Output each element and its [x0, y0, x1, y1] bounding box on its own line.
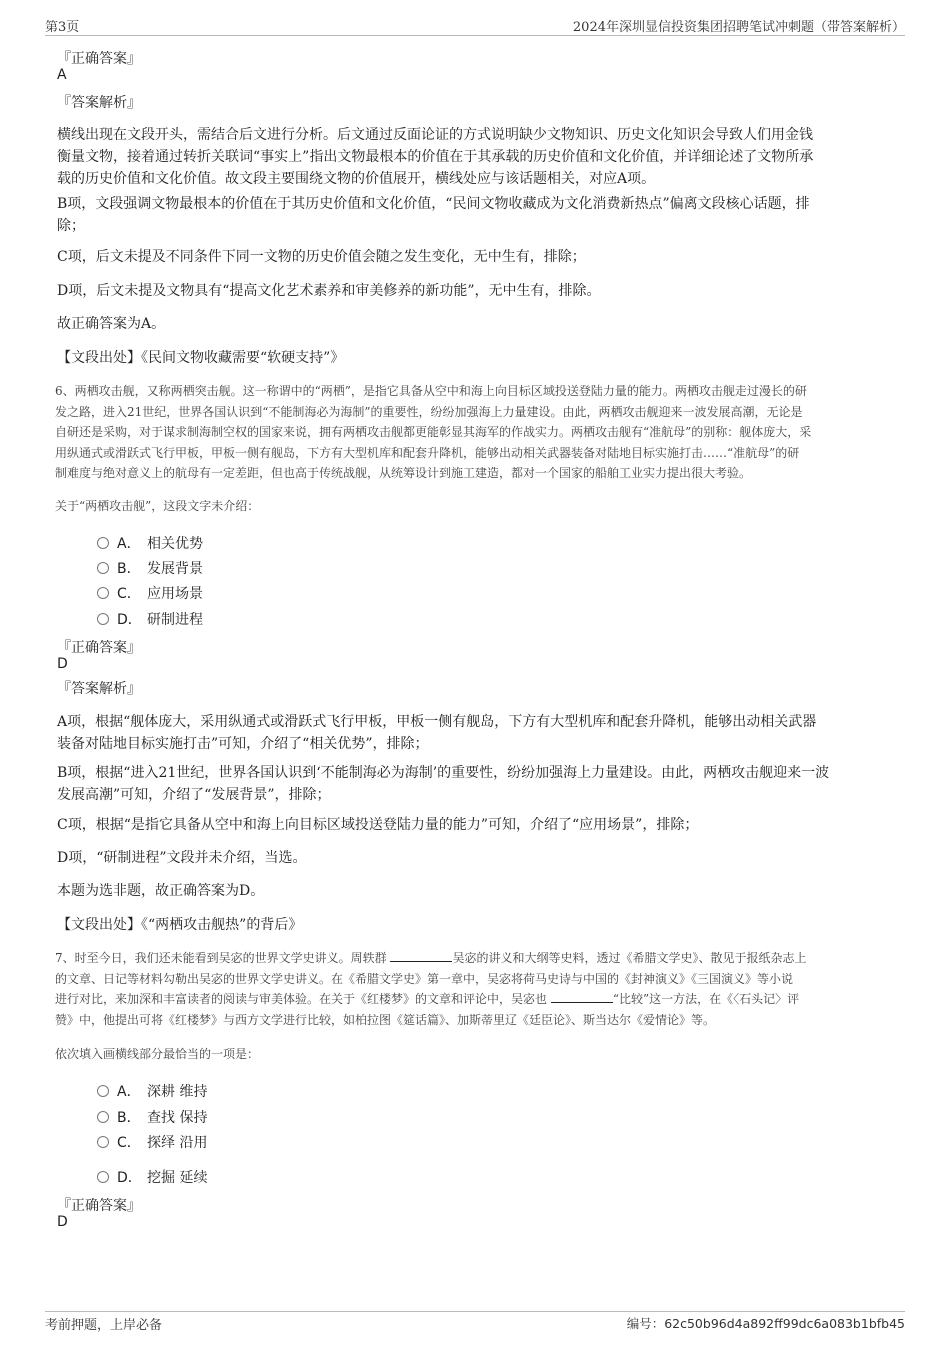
fill-blank-2	[551, 990, 613, 1003]
analysis-option-d: D项，后文未提及文物具有“提高文化艺术素养和审美修养的新功能”，无中生有，排除。	[57, 283, 601, 299]
option-c[interactable]: C． 探绎 沿用	[97, 1132, 207, 1152]
answer-value: D	[57, 656, 68, 672]
footer-rule	[45, 1311, 905, 1312]
analysis-conclusion: 故正确答案为A。	[57, 316, 166, 332]
question-6-passage: 6、两栖攻击舰，又称两栖突击舰。这一称谓中的“两栖”，是指它具备从空中和海上向目标区域投送登陆力量的能力。两栖攻击舰走过漫长的研 发之路，进入21世纪，世界各国认识到“不能制海必为海制”的重要性，纷纷加强海上力量建设。由此，两栖攻击舰迎来一波发展高潮，无论是 自研还是采购，对于谋求制海制空权的国家来说，拥有两栖攻击舰都更能彰显其海军的作战实力。两栖攻击舰有“准航母”的别称：舰体庞大，采 用纵通式或滑跃式飞行甲板，甲板一侧有舰岛，下方有大型机库和配套升降机，能够出动相关武器装备对陆地目标实施打击……“准航母”的研 制难度与绝对意义上的航母有一定差距，但也高于传统战舰，从统筹设计到施工建造，都对一个国家的船舶工业实力提出很大考验。	[55, 384, 812, 480]
answer-value: A	[57, 67, 67, 83]
analysis-conclusion: 本题为选非题，故正确答案为D。	[57, 883, 265, 899]
page-number: 第3页	[45, 20, 80, 35]
analysis-option-c: C项，后文未提及不同条件下同一文物的历史价值会随之发生变化，无中生有，排除；	[57, 249, 586, 265]
answer-value: D	[57, 1214, 68, 1230]
analysis-option-a: A项，根据“舰体庞大，采用纵通式或滑跃式飞行甲板，甲板一侧有舰岛，下方有大型机库和配套升降机，能够出动相关武器 装备对陆地目标实施打击”可知，介绍了“相关优势”，排除；	[57, 714, 817, 752]
option-b[interactable]: B． 查找 保持	[97, 1107, 207, 1127]
answer-label: 『正确答案』	[57, 51, 141, 67]
analysis-option-d: D项，“研制进程”文段并未介绍，当选。	[57, 850, 307, 866]
analysis-label: 『答案解析』	[57, 95, 141, 111]
footer-slogan: 考前押题，上岸必备	[45, 1318, 163, 1333]
answer-label: 『正确答案』	[57, 640, 141, 656]
option-d[interactable]: D． 研制进程	[97, 609, 203, 629]
radio-icon[interactable]	[97, 1085, 109, 1097]
passage-source: 【文段出处】《“两栖攻击舰热”的背后》	[57, 917, 303, 933]
option-d[interactable]: D． 挖掘 延续	[97, 1167, 207, 1187]
footer-serial: 编号：62c50b96d4a892ff99dc6a083b1bfb45	[626, 1316, 905, 1331]
question-7-prompt: 依次填入画横线部分最恰当的一项是：	[55, 1047, 260, 1061]
analysis-label: 『答案解析』	[57, 681, 141, 697]
passage-source: 【文段出处】《民间文物收藏需要“软硬支持”》	[57, 350, 345, 366]
option-a[interactable]: A． 相关优势	[97, 533, 203, 553]
radio-icon[interactable]	[97, 1111, 109, 1123]
header-rule	[45, 35, 905, 36]
analysis-paragraph: 横线出现在文段开头，需结合后文进行分析。后文通过反面论证的方式说明缺少文物知识、历史文化知识会导致人们用金钱 衡量文物，接着通过转折关联词“事实上”指出文物最根本的价值在于其承载的历史价值和文化价值，并详细论述了文物所承 载的历史价值和文化价值。故文段主要围绕文物的价值展开，横线处应与该话题相关，对应A项。	[57, 127, 814, 187]
radio-icon[interactable]	[97, 1136, 109, 1148]
fill-blank-1	[390, 949, 452, 962]
answer-label: 『正确答案』	[57, 1198, 141, 1214]
document-title: 2024年深圳显信投资集团招聘笔试冲刺题（带答案解析）	[572, 20, 905, 35]
radio-icon[interactable]	[97, 587, 109, 599]
radio-icon[interactable]	[97, 562, 109, 574]
radio-icon[interactable]	[97, 1171, 109, 1183]
option-a[interactable]: A． 深耕 维持	[97, 1081, 207, 1101]
question-6-prompt: 关于“两栖攻击舰”，这段文字未介绍：	[55, 499, 260, 513]
option-b[interactable]: B． 发展背景	[97, 558, 203, 578]
option-c[interactable]: C． 应用场景	[97, 583, 203, 603]
analysis-option-b: B项，根据“进入21世纪，世界各国认识到‘不能制海必为海制’的重要性，纷纷加强海上力量建设。由此，两栖攻击舰迎来一波 发展高潮”可知，介绍了“发展背景”，排除；	[57, 765, 830, 803]
radio-icon[interactable]	[97, 537, 109, 549]
analysis-option-c: C项，根据“是指它具备从空中和海上向目标区域投送登陆力量的能力”可知，介绍了“应用场景”，排除；	[57, 817, 699, 833]
radio-icon[interactable]	[97, 613, 109, 625]
analysis-option-b: B项，文段强调文物最根本的价值在于其历史价值和文化价值，“民间文物收藏成为文化消费新热点”偏离文段核心话题，排 除；	[57, 196, 810, 234]
question-7-passage: 7、时至今日，我们还未能看到吴宓的世界文学史讲义。周轶群 吴宓的讲义和大纲等史料，透过《希腊文学史》、散见于报纸杂志上 的文章、日记等材料勾勒出吴宓的世界文学史讲义。在《希腊文学史》第一章中，吴宓将荷马史诗与中国的《封神演义》《三国演义》等小说 进行对比，来加深和丰富读者的阅读与审美体验。在关于《红楼梦》的文章和评论中，吴宓也 “比较”这一方法，在《〈石头记〉评 赞》中，他提出可将《红楼梦》与西方文学进行比较，如柏拉图《筵话篇》、加斯蒂里辽《廷臣论》、斯当达尔《爱情论》等。	[55, 951, 807, 1027]
